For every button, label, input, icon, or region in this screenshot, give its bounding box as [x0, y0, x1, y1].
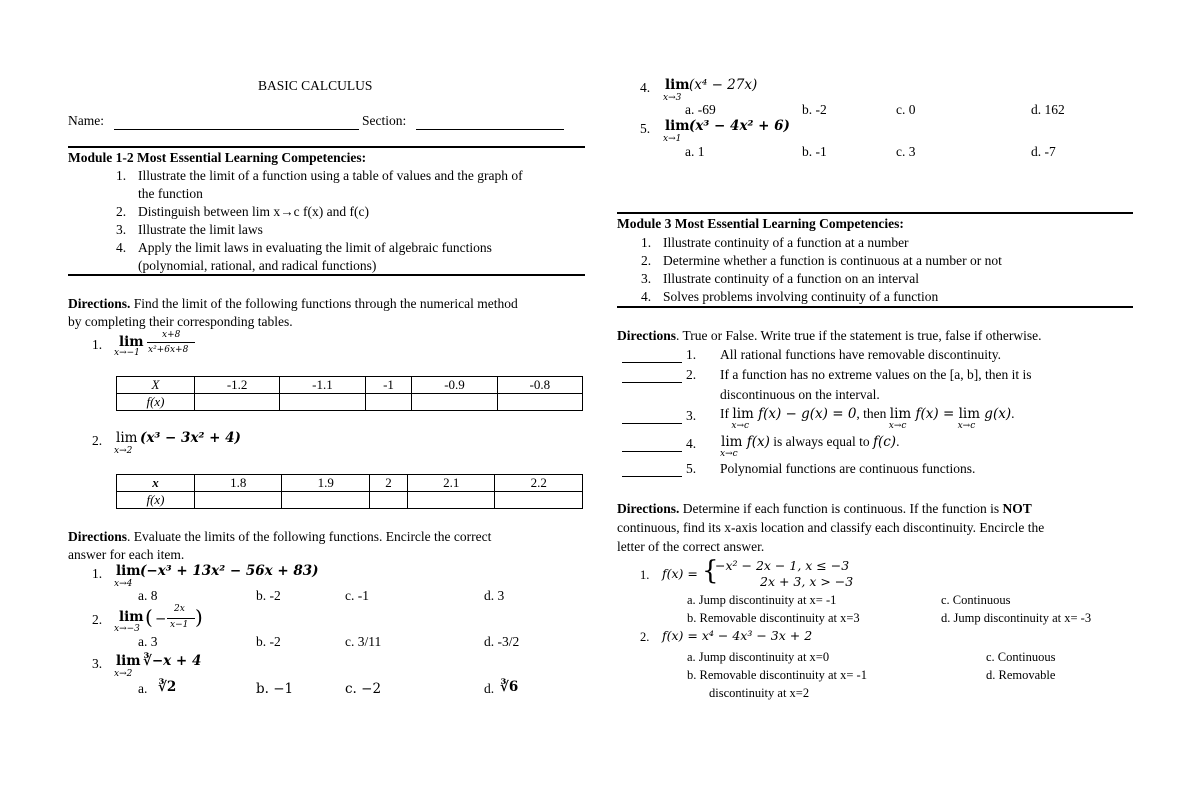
directions-text-cont: continuous, find its x-axis location and classify each discontinuity. Encircle the — [617, 520, 1045, 535]
values-table-2 — [116, 474, 583, 509]
module3-item-num: 1. — [641, 235, 652, 250]
module12-top-rule — [68, 146, 585, 148]
limit-expression: (x³ − 4x² + 6) — [689, 118, 790, 134]
answer-value: ∛2 — [158, 679, 177, 695]
directions-text: Determine if each function is continuous. If the function is — [679, 501, 1003, 516]
module12-item: Distinguish between lim x→c f(x) and f(c) — [138, 204, 369, 219]
answer-option[interactable]: a. -69 — [685, 102, 716, 117]
answer-cell[interactable] — [408, 492, 495, 509]
table-cell: -0.8 — [497, 377, 582, 394]
question-number: 4. — [640, 80, 651, 95]
table-header-cell: x — [117, 475, 195, 492]
module12-heading: Module 1-2 Most Essential Learning Competencies: — [68, 150, 367, 165]
module3-item-num: 2. — [641, 253, 652, 268]
directions-numerical — [68, 296, 518, 312]
module12-item-num: 4. — [116, 240, 127, 255]
limit-expression: f(x) = — [911, 406, 959, 422]
module12-item-cont: (polynomial, rational, and radical functions) — [138, 258, 377, 273]
answer-option[interactable]: b. -2 — [256, 634, 281, 649]
directions-text-cont: by completing their corresponding tables. — [68, 314, 293, 329]
fraction-denominator: x−1 — [170, 620, 189, 630]
answer-option[interactable]: a. 3 — [138, 634, 158, 649]
question-number: 1. — [640, 568, 650, 582]
limit-operator: lim — [958, 406, 981, 422]
table-cell: 2 — [369, 475, 407, 492]
answer-cell[interactable] — [282, 492, 369, 509]
table-cell: -1.2 — [195, 377, 280, 394]
right-paren-icon: ) — [195, 605, 203, 629]
answer-blank[interactable] — [622, 368, 682, 383]
table-row — [117, 394, 583, 411]
limit-expression: ∛−x + 4 — [143, 653, 202, 669]
module12-bottom-rule — [68, 274, 585, 276]
answer-option[interactable]: c. Continuous — [986, 650, 1056, 664]
answer-option[interactable]: b. -2 — [802, 102, 827, 117]
answer-cell[interactable] — [495, 492, 583, 509]
table-cell: 2.2 — [495, 475, 583, 492]
answer-blank[interactable] — [622, 348, 682, 363]
limit-subscript: x→−1 — [114, 348, 140, 358]
module3-top-rule — [617, 212, 1133, 214]
table-header-cell: f(x) — [117, 492, 195, 509]
limit-operator: lim — [119, 334, 144, 350]
answer-cell[interactable] — [195, 394, 280, 411]
module3-item-num: 3. — [641, 271, 652, 286]
module3-item: Illustrate continuity of a function at a number — [663, 235, 909, 250]
answer-option[interactable]: c. 3/11 — [345, 634, 382, 649]
tf-item-num: 5. — [686, 461, 697, 476]
question-number: 2. — [640, 630, 650, 644]
tf-item-num: 1. — [686, 347, 697, 362]
tf-item-num: 4. — [686, 436, 697, 451]
limit-subscript: x→2 — [114, 446, 133, 456]
answer-option[interactable]: b. -2 — [256, 588, 281, 603]
fraction-denominator: x²+6x+8 — [148, 345, 189, 355]
values-table-1 — [116, 376, 583, 411]
directions-text-cont: answer for each item. — [68, 547, 185, 562]
tf-text: . — [1011, 406, 1015, 421]
answer-blank[interactable] — [622, 437, 682, 452]
tf-text: . — [896, 434, 900, 449]
name-label: Name: — [68, 113, 104, 128]
problem-number: 2. — [92, 433, 103, 448]
directions-emphasis: NOT — [1002, 501, 1032, 516]
limit-subscript: x→1 — [663, 134, 682, 144]
answer-option[interactable]: c. Continuous — [941, 593, 1011, 607]
limit-operator: lim — [116, 653, 141, 669]
directions-true-false — [617, 328, 1042, 344]
directions-text: . True or False. Write true if the statement is true, false if otherwise. — [676, 328, 1042, 343]
module3-item: Illustrate continuity of a function on an interval — [663, 271, 920, 286]
answer-option[interactable]: d. — [484, 681, 495, 696]
answer-value: ∛6 — [500, 679, 519, 695]
directions-text-cont: letter of the correct answer. — [617, 539, 765, 554]
answer-option[interactable]: d. Jump discontinuity at x= -3 — [941, 611, 1092, 625]
piece-case: −x² − 2x − 1, x ≤ −3 — [715, 558, 850, 573]
table-row — [117, 475, 583, 492]
answer-option[interactable]: d. -3/2 — [484, 634, 520, 649]
table-row — [117, 492, 583, 509]
module12-item-num: 3. — [116, 222, 127, 237]
tf-item: All rational functions have removable discontinuity. — [720, 347, 1002, 362]
module3-item: Solves problems involving continuity of a function — [663, 289, 939, 304]
limit-operator: lim — [889, 406, 912, 422]
answer-cell[interactable] — [412, 394, 497, 411]
tf-item-statement — [720, 406, 1015, 431]
answer-cell[interactable] — [365, 394, 412, 411]
limit-subscript: x→−3 — [114, 624, 140, 634]
limit-expression: f(c) — [872, 434, 897, 450]
module12-item: Apply the limit laws in evaluating the limit of algebraic functions — [138, 240, 492, 255]
directions-label: Directions. — [617, 501, 680, 516]
module3-bottom-rule — [617, 306, 1133, 308]
question-number: 1. — [92, 566, 103, 581]
limit-subscript: x→c — [731, 421, 750, 431]
name-field[interactable] — [114, 114, 359, 130]
answer-option[interactable]: b. Removable discontinuity at x=3 — [687, 611, 860, 625]
answer-option-cont: discontinuity at x=2 — [709, 686, 810, 700]
limit-subscript: x→3 — [663, 93, 682, 103]
answer-option[interactable]: a. 8 — [138, 588, 158, 603]
tf-item-num: 3. — [686, 408, 697, 423]
module3-heading: Module 3 Most Essential Learning Competencies: — [617, 216, 904, 231]
tf-item-num: 2. — [686, 367, 697, 382]
limit-operator: lim — [119, 609, 144, 625]
limit-operator: lim — [116, 430, 138, 446]
limit-operator: lim — [116, 563, 141, 579]
answer-option[interactable]: a. 1 — [685, 144, 705, 159]
module3-item-num: 4. — [641, 289, 652, 304]
answer-option[interactable]: c. −2 — [345, 681, 382, 697]
table-cell: -0.9 — [412, 377, 497, 394]
directions-text: . Evaluate the limits of the following functions. Encircle the correct — [127, 529, 492, 544]
answer-cell[interactable] — [280, 394, 365, 411]
section-field[interactable] — [416, 114, 564, 130]
limit-expression: (x⁴ − 27x) — [689, 77, 758, 93]
answer-option[interactable]: d. -7 — [1031, 144, 1056, 159]
directions-text: Find the limit of the following functions through the numerical method — [130, 296, 518, 311]
directions-evaluate — [68, 529, 491, 545]
answer-option[interactable]: a. — [138, 681, 148, 696]
piece-case: 2x + 3, x > −3 — [760, 574, 854, 589]
question-number: 3. — [92, 656, 103, 671]
directions-label: Directions — [617, 328, 676, 343]
answer-blank[interactable] — [622, 462, 682, 477]
limit-operator: lim — [665, 118, 690, 134]
answer-option[interactable]: d. 162 — [1031, 102, 1065, 117]
section-label: Section: — [362, 113, 407, 128]
limit-subscript: x→2 — [114, 669, 133, 679]
limit-expression: (−x³ + 13x² − 56x + 83) — [140, 563, 319, 579]
worksheet-title: BASIC CALCULUS — [258, 78, 373, 93]
tf-item: If a function has no extreme values on the [a, b], then it is — [720, 367, 1032, 382]
tf-text: If — [720, 406, 733, 421]
answer-option[interactable]: d. 3 — [484, 588, 505, 603]
left-paren-icon: ( — [145, 605, 153, 629]
tf-item: Polynomial functions are continuous functions. — [720, 461, 976, 476]
answer-option[interactable]: a. Jump discontinuity at x=0 — [687, 650, 830, 664]
minus-sign-icon: − — [155, 611, 167, 627]
table-header-cell: X — [117, 377, 195, 394]
directions-continuity — [617, 501, 1032, 517]
limit-subscript: x→c — [957, 421, 976, 431]
module12-item: Illustrate the limit of a function using a table of values and the graph of — [138, 168, 523, 183]
module3-item: Determine whether a function is continuous at a number or not — [663, 253, 1002, 268]
limit-operator: lim — [665, 77, 690, 93]
limit-expression: g(x) — [980, 406, 1012, 422]
table-cell: -1 — [365, 377, 412, 394]
fraction-numerator: x+8 — [162, 330, 181, 340]
directions-label: Directions — [68, 529, 127, 544]
limit-expression: f(x) — [742, 434, 770, 450]
table-row — [117, 377, 583, 394]
limit-expression: f(x) − g(x) = 0 — [753, 406, 857, 422]
left-brace-icon: { — [702, 556, 719, 586]
answer-option[interactable]: b. Removable discontinuity at x= -1 — [687, 668, 867, 682]
question-number: 5. — [640, 121, 651, 136]
answer-option[interactable]: c. -1 — [345, 588, 369, 603]
table-cell: 1.9 — [282, 475, 369, 492]
limit-subscript: x→4 — [114, 579, 133, 589]
tf-item-cont: discontinuous on the interval. — [720, 387, 880, 402]
answer-option[interactable]: b. −1 — [256, 681, 294, 697]
answer-cell[interactable] — [195, 492, 282, 509]
table-header-cell: f(x) — [117, 394, 195, 411]
answer-blank[interactable] — [622, 409, 682, 424]
table-cell: 1.8 — [195, 475, 282, 492]
limit-subscript: x→c — [888, 421, 907, 431]
module12-item: Illustrate the limit laws — [138, 222, 263, 237]
limit-expression: (x³ − 3x² + 4) — [140, 430, 241, 446]
tf-item-statement — [720, 434, 900, 459]
fraction-bar — [167, 618, 195, 619]
tf-text: is always equal to — [769, 434, 873, 449]
answer-option[interactable]: a. Jump discontinuity at x= -1 — [687, 593, 837, 607]
answer-option[interactable]: c. 3 — [896, 144, 916, 159]
answer-option[interactable]: d. Removable — [986, 668, 1056, 682]
function-definition: f(x) = x⁴ − 4x³ − 3x + 2 — [662, 628, 813, 643]
question-number: 2. — [92, 612, 103, 627]
module12-item-cont: the function — [138, 186, 203, 201]
fraction-bar — [147, 342, 195, 343]
tf-text: , then — [856, 406, 890, 421]
module12-item-num: 2. — [116, 204, 127, 219]
limit-operator: lim — [721, 434, 743, 450]
answer-cell[interactable] — [369, 492, 407, 509]
answer-option[interactable]: b. -1 — [802, 144, 827, 159]
directions-label: Directions. — [68, 296, 131, 311]
fraction-numerator: 2x — [174, 604, 185, 614]
table-cell: 2.1 — [408, 475, 495, 492]
answer-cell[interactable] — [497, 394, 582, 411]
module12-item-num: 1. — [116, 168, 127, 183]
table-cell: -1.1 — [280, 377, 365, 394]
problem-number: 1. — [92, 337, 103, 352]
limit-subscript: x→c — [720, 449, 738, 459]
function-label: f(x) = — [662, 566, 698, 581]
answer-option[interactable]: c. 0 — [896, 102, 916, 117]
limit-operator: lim — [732, 406, 754, 422]
